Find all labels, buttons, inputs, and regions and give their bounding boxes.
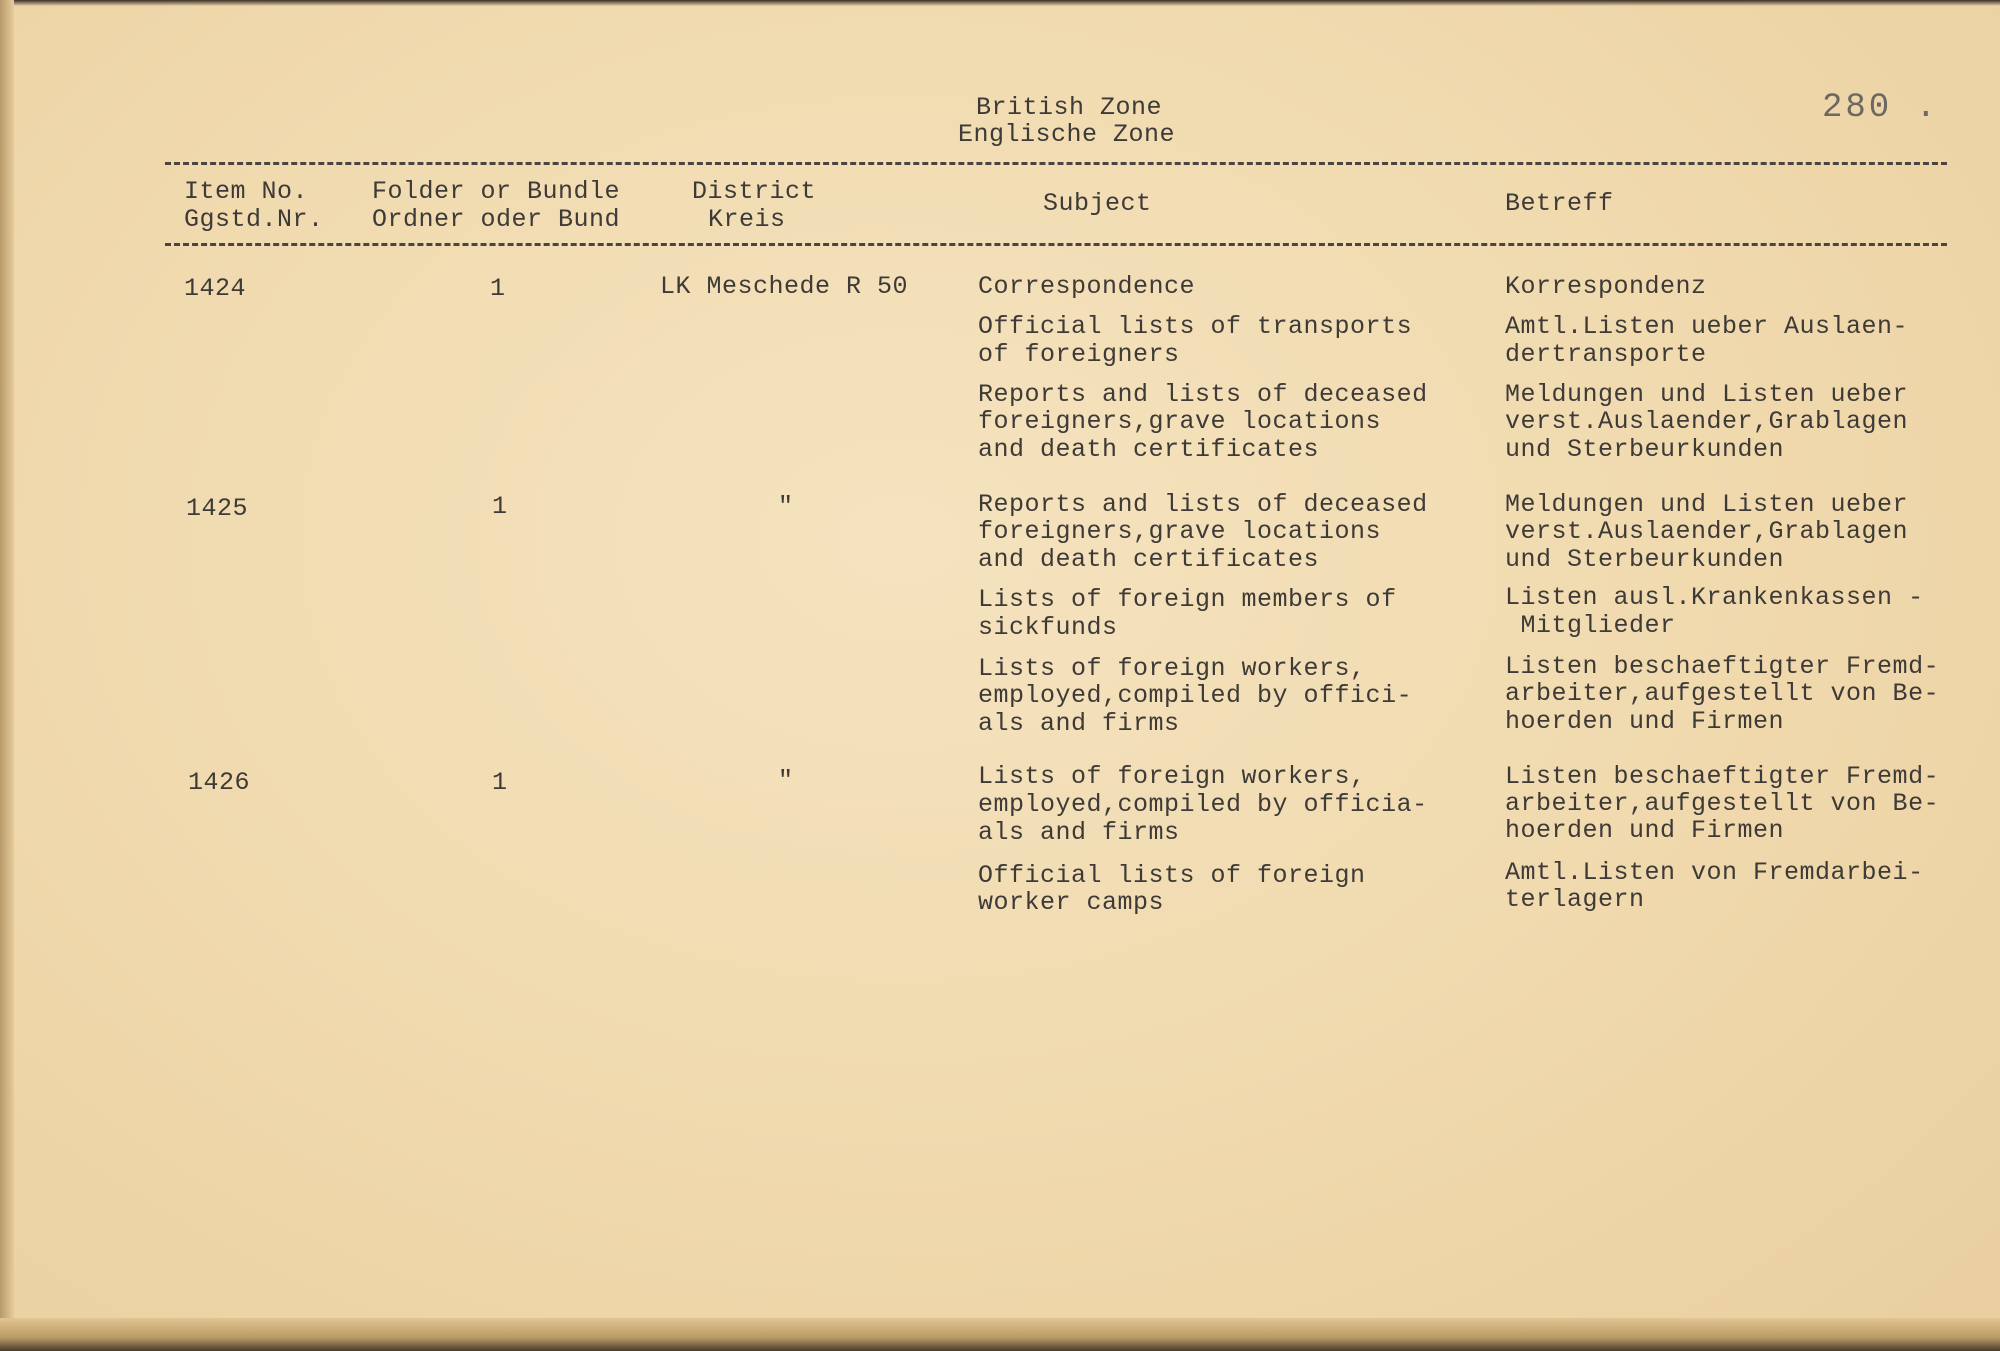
row-1426-item: 1426 (188, 768, 251, 797)
row-1424-subject-2-line-1: Official lists of transports (978, 312, 1413, 341)
row-1424-betreff-3-line-1: Meldungen und Listen ueber (1505, 380, 1909, 409)
row-1426-betreff-1-line-3: hoerden und Firmen (1505, 816, 1785, 845)
row-1426-subject-2-line-1: Official lists of foreign (978, 861, 1366, 890)
page-number: 280 . (1822, 89, 1940, 127)
row-1425-betreff-1-line-3: und Sterbeurkunden (1505, 545, 1785, 574)
row-1425-subject-1-line-1: Reports and lists of deceased (978, 490, 1428, 519)
row-1426-betreff-2-line-1: Amtl.Listen von Fremdarbei- (1505, 858, 1924, 887)
row-1425-district: " (778, 492, 794, 521)
row-1426-subject-1-line-3: als and firms (978, 818, 1180, 847)
row-1426-subject-1-line-2: employed,compiled by officia- (978, 790, 1428, 819)
row-1425-betreff-3-line-3: hoerden und Firmen (1505, 707, 1785, 736)
row-1426-betreff-2-line-2: terlagern (1505, 885, 1645, 914)
col-folder-de: Ordner oder Bund (372, 205, 621, 234)
col-district-en: District (692, 177, 817, 206)
row-1424-district: LK Meschede R 50 (660, 272, 909, 301)
row-1426-subject-2-line-2: worker camps (978, 888, 1165, 917)
page-edge-bottom (0, 1318, 2000, 1351)
row-1424-subject-3-line-3: and death certificates (978, 435, 1320, 464)
page-edge-left (0, 0, 14, 1351)
col-subject: Subject (1043, 189, 1152, 218)
row-1426-folder: 1 (492, 768, 508, 797)
row-1424-betreff-3-line-2: verst.Auslaender,Grablagen (1505, 407, 1909, 436)
col-item-en: Item No. (184, 177, 309, 206)
row-1426-betreff-1-line-1: Listen beschaeftigter Fremd- (1505, 762, 1940, 791)
col-district-de: Kreis (708, 205, 786, 234)
row-1425-subject-3-line-1: Lists of foreign workers, (978, 654, 1366, 683)
row-1425-subject-3-line-2: employed,compiled by offici- (978, 681, 1413, 710)
row-1426-district: " (778, 766, 794, 795)
row-1425-betreff-3-line-1: Listen beschaeftigter Fremd- (1505, 652, 1940, 681)
row-1425-subject-2-line-1: Lists of foreign members of (978, 585, 1397, 614)
header-rule-bottom (165, 243, 1947, 246)
page-edge-top (0, 0, 2000, 6)
col-folder-en: Folder or Bundle (372, 177, 621, 206)
row-1425-subject-3-line-3: als and firms (978, 709, 1180, 738)
zone-title-de: Englische Zone (958, 120, 1176, 149)
row-1424-betreff-1-line-1: Korrespondenz (1505, 272, 1707, 301)
row-1424-subject-3-line-2: foreigners,grave locations (978, 407, 1382, 436)
row-1424-subject-3-line-1: Reports and lists of deceased (978, 380, 1428, 409)
row-1425-betreff-2-line-2: Mitglieder (1505, 611, 1676, 640)
row-1425-folder: 1 (492, 492, 508, 521)
row-1424-folder: 1 (490, 274, 506, 303)
row-1425-item: 1425 (186, 494, 249, 523)
row-1425-betreff-1-line-1: Meldungen und Listen ueber (1505, 490, 1909, 519)
col-betreff: Betreff (1505, 189, 1614, 218)
zone-title-en: British Zone (976, 93, 1163, 122)
row-1424-subject-2-line-2: of foreigners (978, 340, 1180, 369)
row-1425-betreff-3-line-2: arbeiter,aufgestellt von Be- (1505, 679, 1940, 708)
row-1424-betreff-2-line-1: Amtl.Listen ueber Auslaen- (1505, 312, 1909, 341)
row-1424-betreff-2-line-2: dertransporte (1505, 340, 1707, 369)
row-1425-betreff-2-line-1: Listen ausl.Krankenkassen - (1505, 583, 1924, 612)
row-1425-subject-2-line-2: sickfunds (978, 613, 1118, 642)
row-1425-subject-1-line-2: foreigners,grave locations (978, 517, 1382, 546)
row-1424-betreff-3-line-3: und Sterbeurkunden (1505, 435, 1785, 464)
col-item-de: Ggstd.Nr. (184, 205, 324, 234)
row-1424-subject-1-line-1: Correspondence (978, 272, 1196, 301)
row-1426-subject-1-line-1: Lists of foreign workers, (978, 762, 1366, 791)
row-1425-betreff-1-line-2: verst.Auslaender,Grablagen (1505, 517, 1909, 546)
row-1424-item: 1424 (184, 274, 247, 303)
row-1425-subject-1-line-3: and death certificates (978, 545, 1320, 574)
row-1426-betreff-1-line-2: arbeiter,aufgestellt von Be- (1505, 789, 1940, 818)
header-rule-top (165, 162, 1947, 165)
